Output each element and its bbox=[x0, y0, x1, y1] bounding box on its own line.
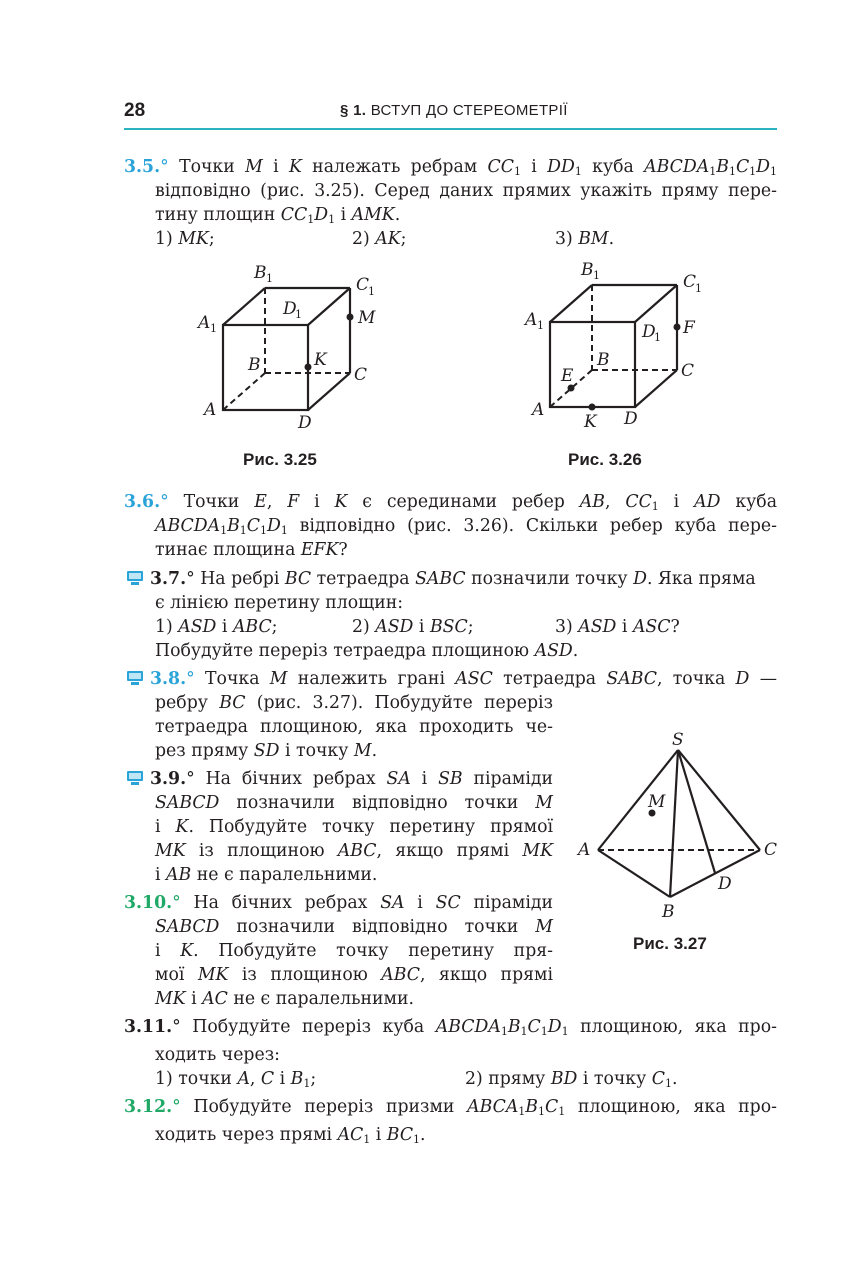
svg-text:1: 1 bbox=[210, 322, 217, 335]
problem-3-8-line-3: тетраедра площиною, яка проходить че- bbox=[155, 717, 553, 737]
label-C1: C bbox=[683, 272, 697, 292]
problem-3-11-option-2: 2) пряму BD і точку $C_1$. bbox=[465, 1069, 678, 1090]
label-A: A bbox=[532, 400, 545, 420]
problem-3-7-option-3: 3) ASD і ASC? bbox=[555, 617, 680, 637]
label-C: C bbox=[354, 365, 368, 385]
figure-3-25-caption: Рис. 3.25 bbox=[243, 450, 317, 469]
problem-3-5-line-2: відповідно (рис. 3.25). Серед даних прямих укажіть пряму пере- bbox=[155, 181, 777, 201]
problem-3-8-line-4: рез пряму SD і точку M. bbox=[155, 741, 378, 761]
problem-3-8-line-1: 3.8.° Точка M належить грані ASC тетраедра SABC, точка D — bbox=[150, 669, 777, 689]
computer-icon bbox=[126, 670, 144, 686]
problem-3-11-line-1: 3.11.° Побудуйте переріз куба $ABCDA_1B_1C_1D_1$ площиною, яка про- bbox=[124, 1017, 777, 1038]
problem-3-9-line-3: і K. Побудуйте точку перетину прямої bbox=[155, 817, 554, 837]
label-B: B bbox=[597, 350, 610, 370]
problem-3-7-option-1: 1) ASD і ABC; bbox=[155, 617, 278, 637]
running-header bbox=[124, 98, 777, 130]
page-number: 28 bbox=[124, 100, 146, 121]
problem-3-9-line-2: SABCD позначили відповідно точки M bbox=[155, 793, 553, 813]
figure-3-27-caption: Рис. 3.27 bbox=[633, 934, 707, 953]
label-E: E bbox=[561, 366, 574, 386]
problem-3-9-line-5: і AB не є паралельними. bbox=[155, 865, 378, 885]
problem-3-5-line-3: тину площин $CC_1D_1$ і AMK. bbox=[155, 205, 401, 226]
label-F: F bbox=[683, 318, 695, 338]
problem-3-10-line-2: SABCD позначили відповідно точки M bbox=[155, 917, 553, 937]
computer-icon bbox=[126, 570, 144, 586]
svg-text:1: 1 bbox=[368, 285, 375, 298]
label-B: B bbox=[248, 355, 261, 375]
label-A: A bbox=[204, 400, 217, 420]
problem-3-10-line-4: мої MK із площиною ABC, якщо прямі bbox=[155, 965, 553, 985]
figure-3-25-cube bbox=[190, 255, 400, 435]
label-M: M bbox=[648, 792, 666, 812]
label-C: C bbox=[764, 840, 778, 860]
problem-3-6-line-1: 3.6.° Точки E, F і K є серединами ребер AB, $CC_1$ і AD куба bbox=[124, 492, 777, 513]
label-K: K bbox=[584, 412, 597, 432]
problem-3-7-line-1: 3.7.° На ребрі BC тетраедра SABC позначили точку D. Яка пряма bbox=[150, 569, 756, 589]
label-D1: D bbox=[283, 299, 297, 319]
label-D1: D bbox=[642, 322, 656, 342]
label-B1: B bbox=[581, 260, 594, 280]
problem-3-5-line-1: 3.5.° Точки M і K належать ребрам $CC_1$ і $DD_1$ куба $ABCDA_1B_1C_1D_1$ bbox=[124, 157, 778, 178]
problem-3-12-line-2: ходить через прямі $AC_1$ і $BC_1$. bbox=[155, 1125, 426, 1146]
label-D: D bbox=[624, 409, 638, 429]
label-A: A bbox=[578, 840, 591, 860]
problem-3-8-line-2: ребру BC (рис. 3.27). Побудуйте переріз bbox=[155, 693, 554, 713]
problem-3-7-option-2: 2) ASD і BSC; bbox=[352, 617, 474, 637]
section-title: § 1. ВСТУП ДО СТЕРЕОМЕТРІЇ bbox=[340, 102, 568, 119]
figure-3-26-cube bbox=[520, 255, 730, 435]
problem-3-9-line-1: 3.9.° На бічних ребрах SA і SB піраміди bbox=[150, 769, 554, 789]
problem-3-6-line-2: $ABCDA_1B_1C_1D_1$ відповідно (рис. 3.26). Скільки ребер куба пере- bbox=[155, 516, 777, 537]
computer-icon bbox=[126, 770, 144, 786]
problem-3-7-line-4: Побудуйте переріз тетраедра площиною ASD. bbox=[155, 641, 579, 661]
label-A1: A bbox=[198, 313, 211, 333]
label-A1: A bbox=[525, 310, 538, 330]
figure-3-27-tetrahedron bbox=[570, 725, 785, 925]
label-K: K bbox=[314, 350, 327, 370]
label-M: M bbox=[358, 308, 376, 328]
problem-3-7-line-2: є лінією перетину площин: bbox=[155, 593, 404, 613]
problem-3-11-line-2: ходить через: bbox=[155, 1045, 280, 1065]
problem-3-9-line-4: MK із площиною ABC, якщо прямі MK bbox=[155, 841, 553, 861]
svg-text:1: 1 bbox=[593, 269, 600, 282]
label-B: B bbox=[662, 902, 675, 922]
problem-3-10-line-5: MK і AC не є паралельними. bbox=[155, 989, 414, 1009]
problem-3-6-line-3: тинає площина EFK? bbox=[155, 540, 348, 560]
svg-text:1: 1 bbox=[295, 308, 302, 321]
label-S: S bbox=[672, 730, 684, 750]
label-D: D bbox=[718, 874, 732, 894]
label-C1: C bbox=[356, 275, 370, 295]
svg-text:1: 1 bbox=[654, 331, 661, 344]
svg-text:1: 1 bbox=[266, 272, 273, 285]
problem-3-10-line-3: і K. Побудуйте точку перетину пря- bbox=[155, 941, 553, 961]
problem-3-12-line-1: 3.12.° Побудуйте переріз призми $ABCA_1B_1C_1$ площиною, яка про- bbox=[124, 1097, 777, 1118]
label-C: C bbox=[681, 361, 695, 381]
problem-3-5-option-3: 3) BM. bbox=[555, 229, 615, 249]
problem-3-11-option-1: 1) точки A, C і $B_1$; bbox=[155, 1069, 317, 1090]
problem-3-5-option-2: 2) AK; bbox=[352, 229, 407, 249]
svg-text:1: 1 bbox=[537, 319, 544, 332]
figure-3-26-caption: Рис. 3.26 bbox=[568, 450, 642, 469]
problem-3-5-option-1: 1) MK; bbox=[155, 229, 215, 249]
problem-3-10-line-1: 3.10.° На бічних ребрах SA і SC піраміди bbox=[124, 893, 554, 913]
svg-text:1: 1 bbox=[695, 282, 702, 295]
label-D: D bbox=[298, 413, 312, 433]
label-B1: B bbox=[254, 263, 267, 283]
